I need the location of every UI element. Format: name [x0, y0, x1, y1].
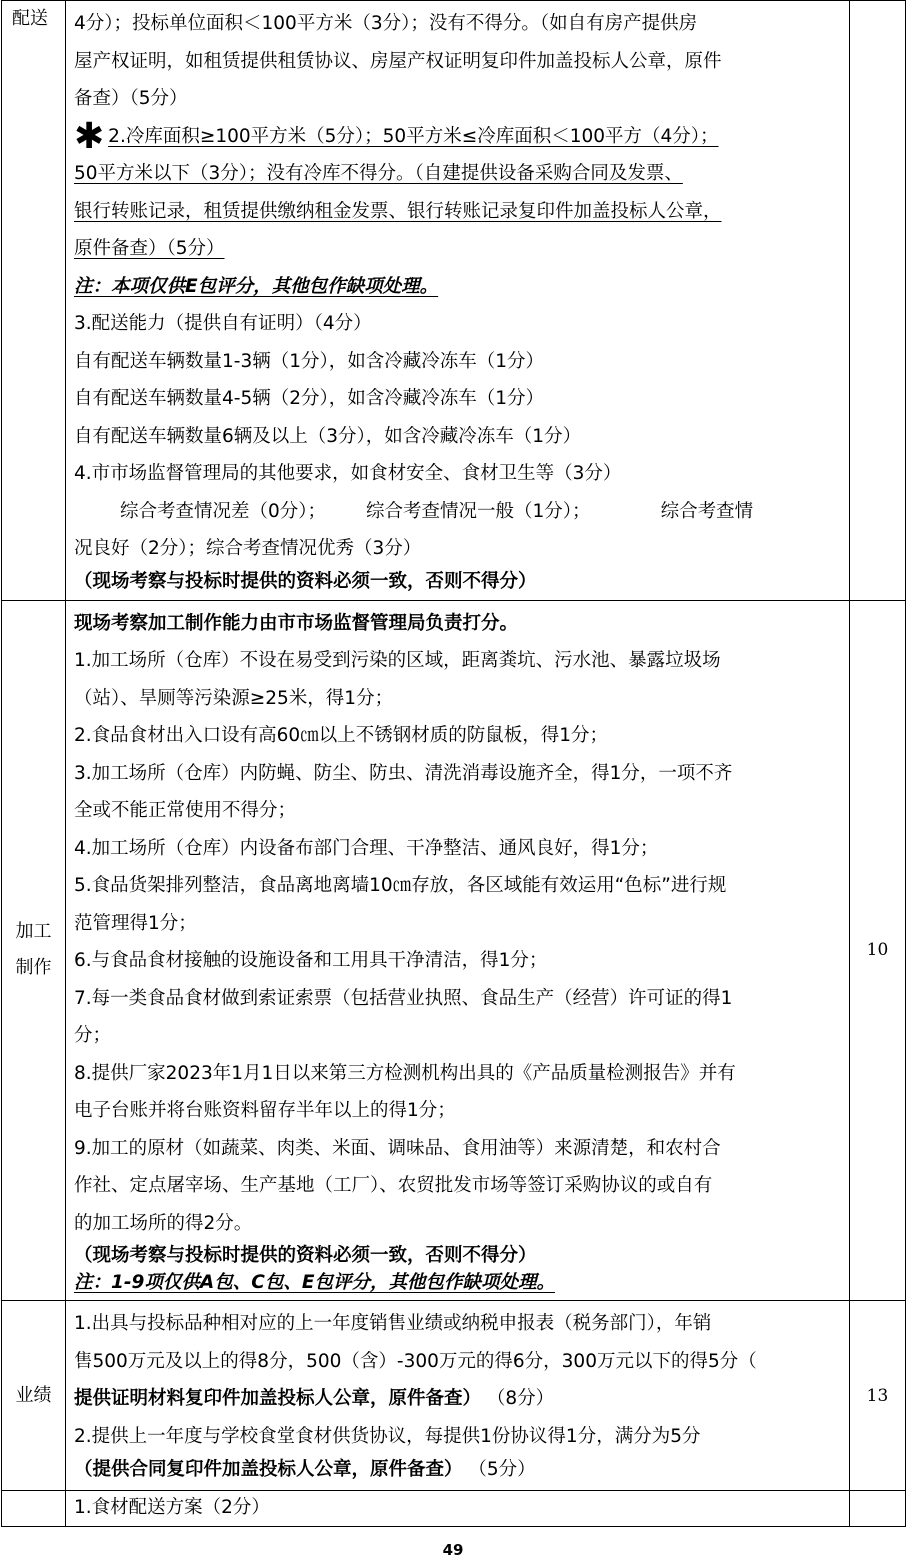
criteria-line: 自有配送车辆数量6辆及以上（3分），如含冷藏冷冻车（1分） [74, 425, 582, 447]
criteria-line: 1.加工场所（仓库）不设在易受到污染的区域，距离粪坑、污水池、暴露垃圾场 [74, 650, 721, 671]
criteria-line: 全或不能正常使用不得分； [74, 800, 297, 821]
criteria-cell [66, 1301, 850, 1491]
criteria-line: 售500万元及以上的得8分，500（含）-300万元的得6分，300万元以下的得5分（ [74, 1350, 757, 1372]
criteria-line: （5分） [468, 1459, 536, 1480]
criteria-line: 1.食材配送方案（2分） [74, 1497, 270, 1518]
criteria-line: 范管理得1分； [74, 912, 197, 934]
category-label: 加工制作 [15, 921, 52, 979]
criteria-line: 4.加工场所（仓库）内设备布部门合理、干净整洁、通风良好，得1分； [74, 837, 659, 859]
criteria-line: 备查）（5分） [74, 88, 188, 109]
criteria-line: （站）、旱厕等污染源≥25米，得1分； [74, 687, 394, 709]
criteria-line: 屋产权证明，如租赁提供租赁协议、房屋产权证明复印件加盖投标人公章，原件 [74, 50, 722, 72]
criteria-line: 综合考查情况一般（1分）； [366, 500, 591, 522]
score-cell: 13 [850, 1301, 906, 1491]
criteria-line: 综合考查情 [660, 500, 754, 522]
criteria-line: 1.出具与投标品种相对应的上一年度销售业绩或纳税申报表（税务部门），年销 [74, 1313, 712, 1334]
table-row [2, 1491, 906, 1527]
category-cell: 业绩 [2, 1301, 66, 1491]
criteria-line: 银行转账记录，租赁提供缴纳租金发票、银行转账记录复印件加盖投标人公章， [74, 200, 722, 222]
criteria-line: 4分）；投标单位面积＜100平方米（3分）；没有不得分。（如自有房产提供房 [74, 13, 698, 34]
table-row [2, 600, 906, 1301]
criteria-line: 原件备查）（5分） [74, 238, 225, 259]
score-cell [850, 1, 906, 601]
criteria-line: 3.配送能力（提供自有证明）（4分） [74, 313, 372, 334]
criteria-line: 电子台账并将台账资料留存半年以上的得1分； [74, 1100, 456, 1121]
criteria-line: 4.市市场监督管理局的其他要求，如食材安全、食材卫生等（3分） [74, 463, 622, 484]
criteria-cell [66, 1, 850, 601]
table-row [2, 1301, 906, 1491]
category-cell [2, 600, 66, 1301]
note-line: 注：本项仅供E包评分，其他包作缺项处理。 [74, 275, 439, 297]
criteria-line: （8分） [486, 1388, 555, 1409]
criteria-line: 提供证明材料复印件加盖投标人公章，原件备查） [74, 1388, 482, 1409]
criteria-line: 7.每一类食品食材做到索证索票（包括营业执照、食品生产（经营）许可证的得1 [74, 987, 733, 1009]
criteria-line: 况良好（2分）；综合考查情况优秀（3分） [74, 538, 422, 559]
criteria-line: 8.提供厂家2023年1月1日以来第三方检测机构出具的《产品质量检测报告》并有 [74, 1062, 736, 1084]
note-line: 注：1-9项仅供A包、C包、E包评分，其他包作缺项处理。 [74, 1272, 555, 1293]
criteria-line: （现场考察与投标时提供的资料必须一致，否则不得分） [74, 570, 537, 592]
criteria-line: 综合考查情况差（0分）； [120, 500, 327, 522]
criteria-cell [66, 1491, 850, 1527]
criteria-line: 现场考察加工制作能力由市市场监督管理局负责打分。 [74, 612, 519, 634]
criteria-line: 2.食品食材出入口设有高60㎝以上不锈钢材质的防鼠板，得1分； [74, 725, 608, 746]
criteria-line: （提供合同复印件加盖投标人公章，原件备查） [74, 1459, 463, 1480]
criteria-line: 2.冷库面积≥100平方米（5分）；50平方米≤冷库面积＜100平方（4分）； [108, 125, 719, 147]
criteria-line: 6.与食品食材接触的设施设备和工用具干净清洁，得1分； [74, 950, 548, 971]
criteria-line: 自有配送车辆数量1-3辆（1分），如含冷藏冷冻车（1分） [74, 350, 545, 372]
criteria-line: 分； [74, 1025, 112, 1046]
criteria-line: 的加工场所的得2分。 [74, 1212, 253, 1234]
score-cell: 10 [850, 600, 906, 1301]
criteria-line: 自有配送车辆数量4-5辆（2分），如含冷藏冷冻车（1分） [74, 388, 545, 409]
criteria-line: 50平方米以下（3分）；没有冷库不得分。（自建提供设备采购合同及发票、 [74, 163, 683, 184]
asterisk-icon: ✱ [74, 115, 105, 157]
score-cell [850, 1491, 906, 1527]
criteria-line: （现场考察与投标时提供的资料必须一致，否则不得分） [74, 1245, 537, 1266]
criteria-line: 5.食品货架排列整洁，食品离地离墙10㎝存放，各区域能有效运用“色标”进行规 [74, 875, 727, 896]
category-cell: 配送 [2, 1, 66, 601]
scoring-table [1, 0, 906, 1527]
criteria-line: 作社、定点屠宰场、生产基地（工厂）、农贸批发市场等签订采购协议的或自有 [74, 1175, 713, 1196]
page-number: 49 [442, 1541, 464, 1559]
criteria-cell [66, 600, 850, 1301]
criteria-line: 9.加工的原材（如蔬菜、肉类、米面、调味品、食用油等）来源清楚，和农村合 [74, 1137, 721, 1159]
category-cell [2, 1491, 66, 1527]
criteria-line: 3.加工场所（仓库）内防蝇、防尘、防虫、清洗消毒设施齐全，得1分，一项不齐 [74, 762, 733, 784]
table-row [2, 1, 906, 601]
criteria-line: 2.提供上一年度与学校食堂食材供货协议，每提供1份协议得1分，满分为5分 [74, 1425, 701, 1447]
